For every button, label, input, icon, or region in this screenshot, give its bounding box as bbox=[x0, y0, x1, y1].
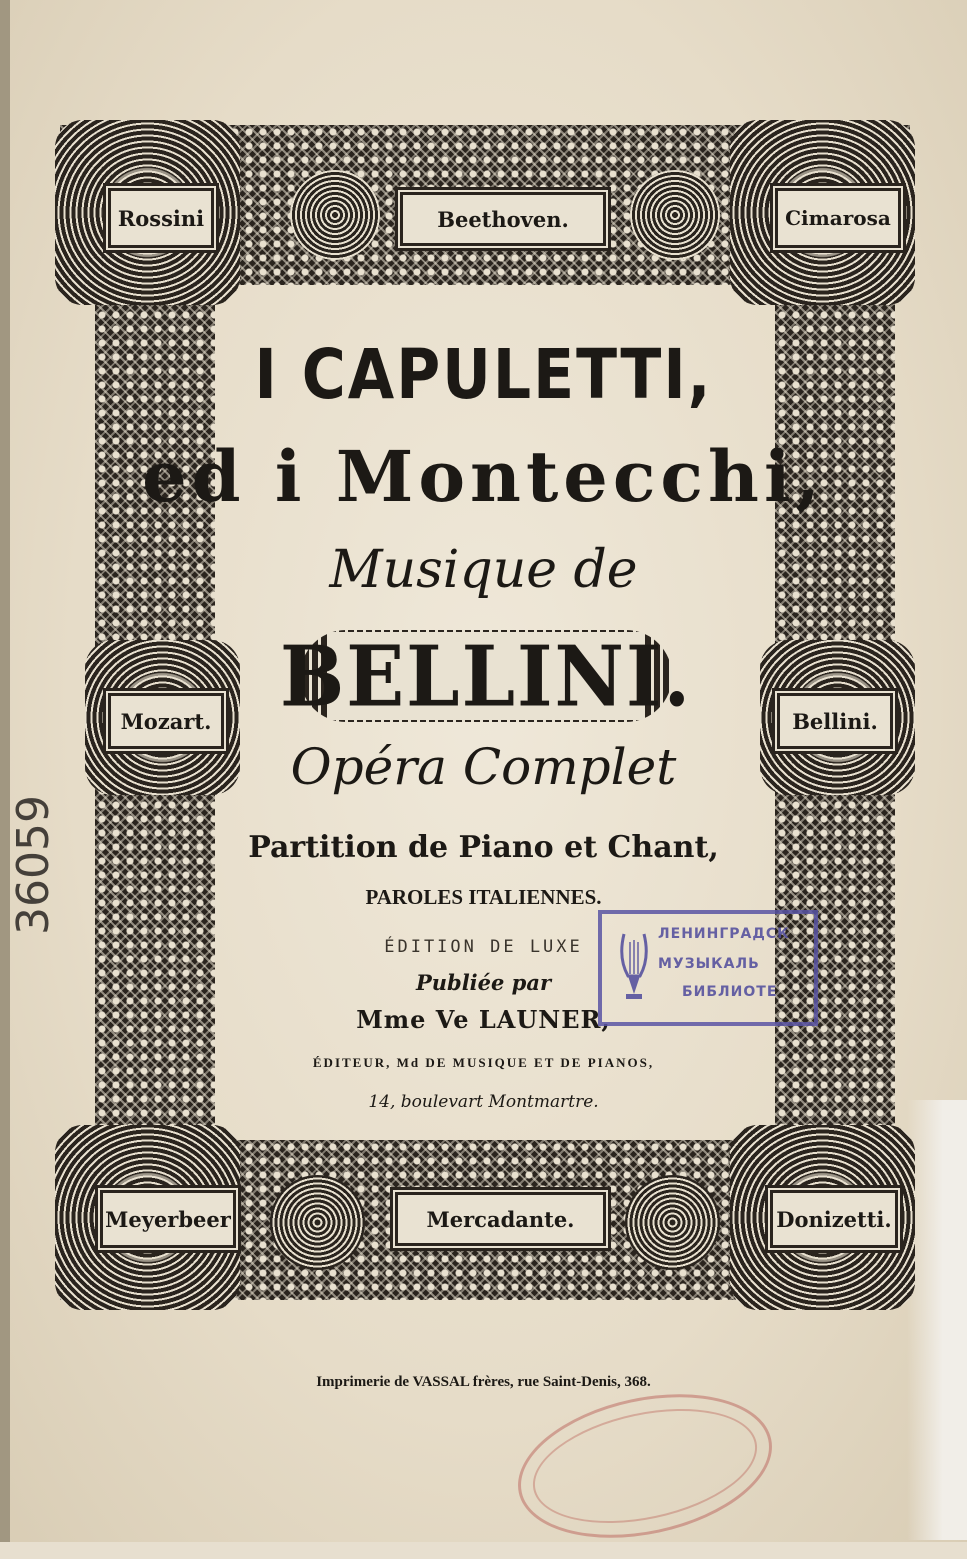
partition-line: Partition de Piano et Chant, bbox=[248, 830, 719, 865]
plate-rossini: Rossini bbox=[108, 188, 214, 248]
composer-name: BELLINI. bbox=[279, 627, 693, 725]
plate-mozart: Mozart. bbox=[108, 693, 224, 749]
plate-cimarosa: Cimarosa bbox=[775, 188, 901, 248]
frame-rosette-bottom-left bbox=[270, 1175, 365, 1270]
paroles-line: PAROLES ITALIENNES. bbox=[365, 885, 602, 909]
plate-meyerbeer: Meyerbeer bbox=[100, 1190, 236, 1248]
title-line-1: I CAPULETTI, bbox=[254, 334, 713, 416]
stamp-line-3: БИБЛИОТЕ bbox=[682, 984, 778, 1000]
oval-stamp-inner-ring bbox=[522, 1390, 767, 1541]
publiee-par: Publiée par bbox=[415, 970, 552, 995]
publisher-address: 14, boulevart Montmartre. bbox=[368, 1092, 599, 1112]
frame-rosette-bottom-right bbox=[625, 1175, 720, 1270]
publisher-name: Mme Ve LAUNER, bbox=[356, 1005, 611, 1034]
handwritten-number bbox=[8, 735, 68, 935]
title-line-2: ed i Montecchi, bbox=[142, 435, 825, 518]
frame-rosette-top-left bbox=[290, 170, 380, 260]
plate-beethoven: Beethoven. bbox=[400, 192, 606, 246]
oval-library-stamp bbox=[505, 1373, 786, 1559]
opera-complet: Opéra Complet bbox=[290, 738, 677, 796]
stamp-line-2: МУЗЫКАЛЬ bbox=[658, 956, 760, 972]
lyre-icon bbox=[618, 928, 650, 1004]
plate-donizetti: Donizetti. bbox=[770, 1190, 898, 1248]
musique-de: Musique de bbox=[329, 540, 638, 600]
plate-bellini: Bellini. bbox=[777, 693, 893, 749]
library-stamp bbox=[598, 910, 818, 1026]
imprint-line: Imprimerie de VASSAL frères, rue Saint-Denis, 368. bbox=[316, 1374, 651, 1390]
stamp-line-1: ЛЕНИНГРАДСК bbox=[658, 926, 790, 942]
edition-line: ÉDITION DE LUXE bbox=[384, 937, 583, 957]
publisher-title: ÉDITEUR, Md DE MUSIQUE ET DE PIANOS, bbox=[312, 1055, 655, 1070]
handwritten-number-text: 36059 bbox=[8, 795, 59, 935]
plate-mercadante: Mercadante. bbox=[395, 1192, 606, 1246]
frame-rosette-top-right bbox=[630, 170, 720, 260]
paper-stain bbox=[907, 1100, 967, 1540]
